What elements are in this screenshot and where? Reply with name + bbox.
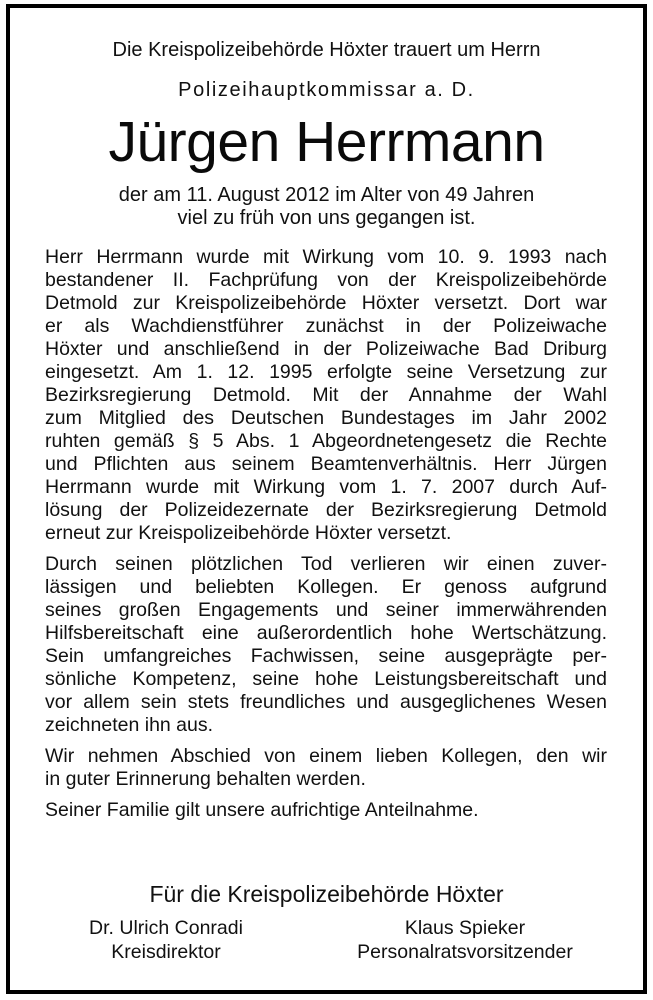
rank-line: Polizeihauptkommissar a. D. [178,79,475,101]
intro-line: Die Kreispolizeibehörde Höxter trauert um Herrn [112,39,541,61]
paragraph-line: lösung der Polizeidezernate der Bezirksregierung Detmold [45,499,607,521]
paragraph-line: seines großen Engagements und seiner immerwährenden [45,599,607,621]
paragraph-line: sönliche Kompetenz, seine hohe Leistungsbereitschaft und [45,668,607,690]
paragraph-line: erneut zur Kreispolizeibehörde Höxter versetzt. [45,522,452,544]
paragraph-line: Bezirksregierung Detmold. Mit der Annahme der Wahl [45,384,607,406]
death-line: der am 11. August 2012 im Alter von 49 Jahren [118,184,535,206]
paragraph [45,799,607,822]
paragraph-line: eingesetzt. Am 1. 12. 1995 erfolgte seine Versetzung zur [45,361,607,383]
paragraph-line: Detmold zur Kreispolizeibehörde Höxter versetzt. Dort war [45,292,607,314]
paragraph-line: Höxter und anschließend in der Polizeiwache Bad Driburg [45,338,607,360]
paragraph-line: in guter Erinnerung behalten werden. [45,768,366,790]
paragraph-line: er als Wachdienstführer zunächst in der Polizeiwache [45,315,607,337]
paragraph [45,246,607,545]
death-notice [0,184,653,230]
paragraph-line: ruhten gemäß § 5 Abs. 1 Abgeordnetengesetz die Rechte [45,430,607,452]
signatory-title: Personalratsvorsitzender [357,941,573,963]
paragraph-line: und Pflichten aus seinem Beamtenverhältnis. Herr Jürgen [45,453,607,475]
paragraph-line: Wir nehmen Abschied von einem lieben Kollegen, den wir [45,745,607,767]
paragraph-line: Durch seinen plötzlichen Tod verlieren wir einen zuver- [45,553,607,575]
paragraph-line: zum Mitglied des Deutschen Bundestages im Jahr 2002 [45,407,607,429]
paragraph-line: Herr Herrmann wurde mit Wirkung vom 10. 9. 1993 nach [45,246,607,268]
paragraph-line: Seiner Familie gilt unsere aufrichtige Anteilnahme. [45,799,479,821]
paragraph-line: Sein umfangreiches Fachwissen, seine ausgeprägte per- [45,645,607,667]
signatory-left [56,916,276,964]
paragraph-line: Hilfsbereitschaft eine außerordentlich hohe Wertschätzung. [45,622,607,644]
signatory-name: Dr. Ulrich Conradi [89,917,243,939]
deceased-name: Jürgen Herrmann [108,110,545,174]
paragraph-line: vor allem sein stets freundliches und ausgeglichenes Wesen [45,691,607,713]
death-line: viel zu früh von uns gegangen ist. [177,207,476,229]
paragraph-line: zeichneten ihn aus. [45,714,214,736]
signatory-name: Klaus Spieker [404,917,526,939]
paragraph [45,745,607,791]
paragraph-line: bestandener II. Fachprüfung von der Kreispolizeibehörde [45,269,607,291]
signatory-title: Kreisdirektor [111,941,221,963]
signature-organization: Für die Kreispolizeibehörde Höxter [149,881,504,907]
signatory-right [320,916,610,964]
paragraph [45,553,607,737]
paragraph-line: Herrmann wurde mit Wirkung vom 1. 7. 2007 durch Auf- [45,476,607,498]
paragraph-line: lässigen und beliebten Kollegen. Er genoss aufgrund [45,576,607,598]
obituary-body [45,246,607,830]
